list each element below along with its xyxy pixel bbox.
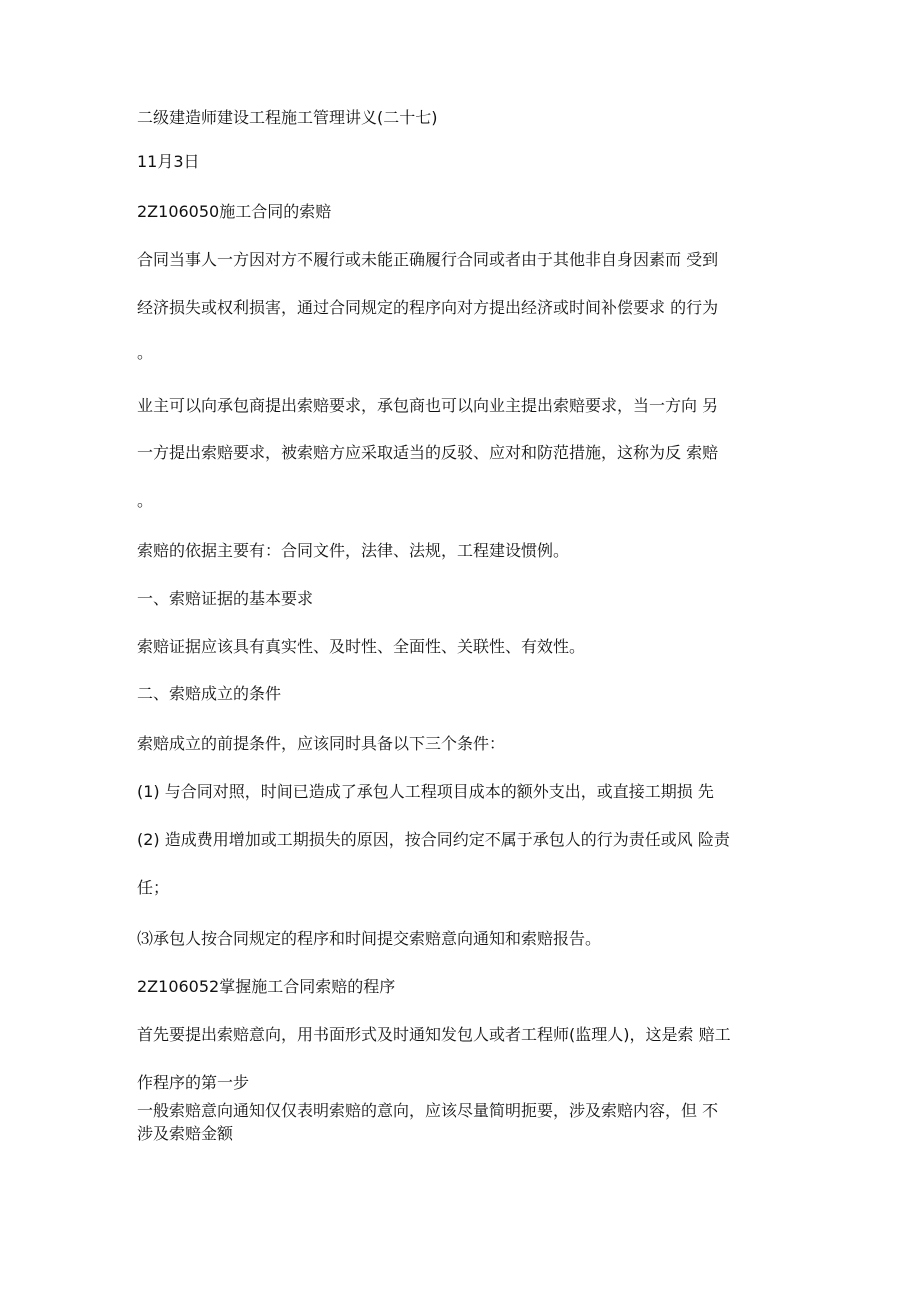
condition-2-line-1: (2) 造成费用增加或工期损失的原因，按合同约定不属于承包人的行为责任或风 险责 [137,830,730,849]
procedure-line-1: 首先要提出索赔意向，用书面形式及时通知发包人或者工程师(监理人)，这是索 赔工 [137,1025,731,1044]
document-title: 二级建造师建设工程施工管理讲义(二十七) [137,108,438,127]
document-date: 11月3日 [137,152,200,171]
section-heading-2z106052: 2Z106052掌握施工合同索赔的程序 [137,977,396,996]
counter-claim-line-3: 。 [137,491,154,510]
counter-claim-line-2: 一方提出索赔要求，被索赔方应采取适当的反驳、应对和防范措施，这称为反 索赔 [137,443,719,462]
procedure-line-3: 一般索赔意向通知仅仅表明索赔的意向，应该尽量简明扼要，涉及索赔内容，但 不 [137,1101,719,1120]
condition-2-line-2: 任； [137,878,170,897]
heading-evidence-requirements: 一、索赔证据的基本要求 [137,589,314,608]
definition-line-1: 合同当事人一方因对方不履行或未能正确履行合同或者由于其他非自身因素而 受到 [137,250,719,269]
condition-1: (1) 与合同对照，时间已造成了承包人工程项目成本的额外支出，或直接工期损 先 [137,782,714,801]
claim-basis: 索赔的依据主要有：合同文件，法律、法规，工程建设惯例。 [137,541,570,560]
conditions-intro: 索赔成立的前提条件，应该同时具备以下三个条件： [137,734,506,753]
definition-line-3: 。 [137,343,154,362]
evidence-text: 索赔证据应该具有真实性、及时性、全面性、关联性、有效性。 [137,637,586,656]
condition-3: ⑶承包人按合同规定的程序和时间提交索赔意向通知和索赔报告。 [137,929,602,948]
heading-claim-conditions: 二、索赔成立的条件 [137,684,282,703]
definition-line-2: 经济损失或权利损害，通过合同规定的程序向对方提出经济或时间补偿要求 的行为 [137,298,719,317]
procedure-line-2: 作程序的第一步 [137,1073,250,1092]
procedure-line-4: 涉及索赔金额 [137,1124,234,1143]
section-heading-2z106050: 2Z106050施工合同的索赔 [137,202,332,221]
counter-claim-line-1: 业主可以向承包商提出索赔要求，承包商也可以向业主提出索赔要求，当一方向 另 [137,396,719,415]
